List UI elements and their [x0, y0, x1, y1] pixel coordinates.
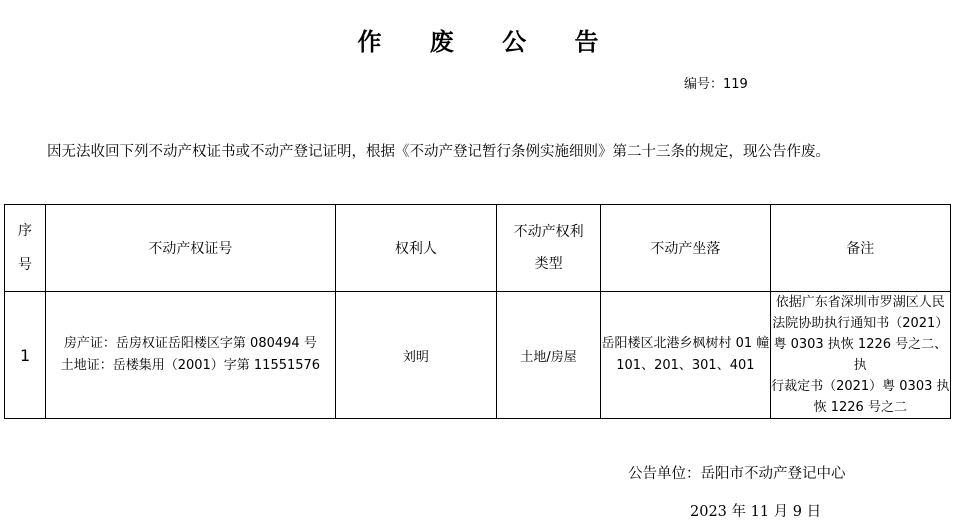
- note-line2: 法院协助执行通知书（2021）: [772, 316, 949, 331]
- notice-title: 作 废 公 告: [357, 28, 619, 56]
- cell-holder: 刘明: [335, 292, 496, 419]
- table-row: [5, 292, 951, 419]
- table-header-row: [5, 205, 951, 292]
- cert-land-line: 土地证：岳楼集用（2001）字第 11551576: [60, 358, 321, 373]
- header-seq: [5, 205, 46, 292]
- void-certificate-table: [4, 204, 951, 419]
- note-line5: 恢 1226 号之二: [813, 400, 907, 415]
- issue-date: 2023 年 11 月 9 日: [690, 504, 822, 520]
- note-line4: 行裁定书（2021）粤 0303 执: [771, 379, 950, 394]
- header-type-line1: 不动产权利: [513, 224, 584, 240]
- issuing-unit: 公告单位：岳阳市不动产登记中心: [628, 466, 846, 482]
- cell-cert-number: [46, 292, 336, 419]
- header-holder: 权利人: [335, 205, 496, 292]
- header-location: 不动产坐落: [601, 205, 770, 292]
- cell-seq: 1: [5, 292, 46, 419]
- cell-location: [601, 292, 770, 419]
- header-cert-number: 不动产权证号: [46, 205, 336, 292]
- document-number-label: 编号：: [684, 77, 724, 92]
- note-line3: 粤 0303 执恢 1226 号之二、执: [773, 337, 948, 373]
- cell-right-type: 土地/房屋: [497, 292, 601, 419]
- document-number-value: 119: [723, 77, 748, 92]
- header-right-type: [497, 205, 601, 292]
- location-line2: 101、201、301、401: [616, 358, 755, 373]
- header-type-line2: 类型: [534, 256, 563, 272]
- document-number: [684, 73, 748, 92]
- header-seq-line1: 序: [18, 223, 33, 239]
- intro-paragraph: 因无法收回下列不动产权证书或不动产登记证明，根据《不动产登记暂行条例实施细则》第二十三条的规定，现公告作废。: [47, 144, 830, 160]
- location-line1: 岳阳楼区北港乡枫树村 01 幢: [601, 336, 770, 351]
- cell-note: [770, 292, 950, 419]
- header-seq-line2: 号: [18, 257, 33, 273]
- note-line1: 依据广东省深圳市罗湖区人民: [775, 295, 945, 310]
- cert-house-line: 房产证：岳房权证岳阳楼区字第 080494 号: [63, 336, 317, 351]
- header-note: 备注: [770, 205, 950, 292]
